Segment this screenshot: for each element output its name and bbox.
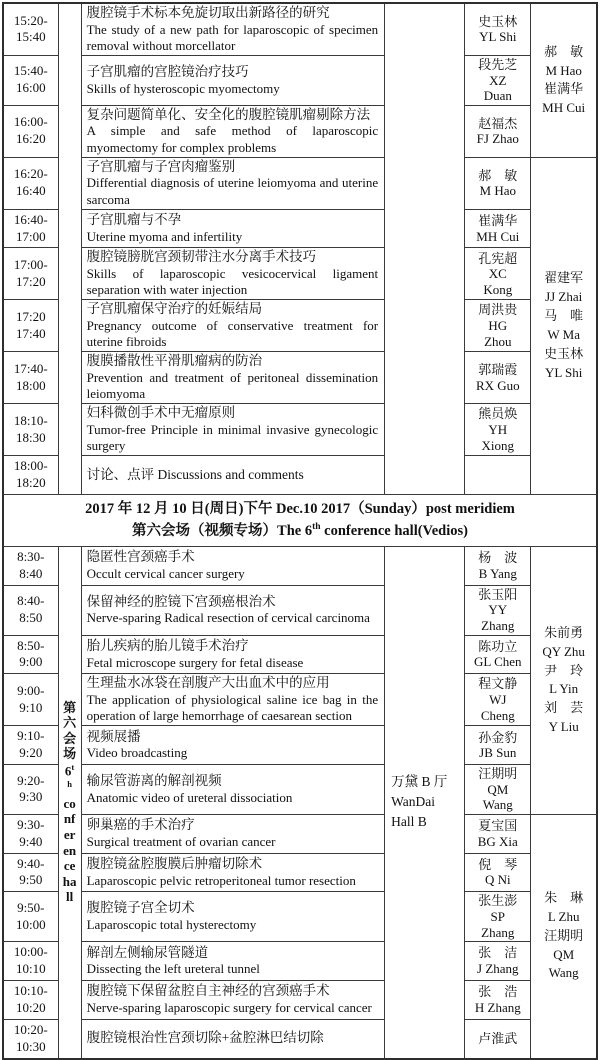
time-line: 8:50 (19, 610, 43, 626)
topic-title-en: Anatomic video of ureteral dissociation (86, 789, 293, 805)
schedule-row (3, 300, 597, 352)
time-line: 10:00- (13, 944, 48, 960)
time-cell (3, 105, 58, 157)
speaker-line: RX Guo (475, 377, 520, 393)
time-line: 9:10- (17, 728, 45, 744)
topic-title-zh: 复杂问题简单化、安全化的腹腔镜肌瘤剔除方法 (86, 106, 371, 122)
speaker-cell (465, 3, 531, 55)
time-line: 18:20 (15, 475, 46, 491)
session-label-line: 第 (63, 699, 77, 715)
time-cell (3, 352, 58, 404)
afternoon-session-body (3, 3, 597, 495)
topic-cell (81, 105, 385, 157)
speaker-line: Zhou (484, 333, 512, 349)
speaker-cell (465, 980, 531, 1019)
speaker-cell (465, 635, 531, 674)
time-line: 17:00 (15, 228, 46, 244)
topic-title-zh: 子宫肌瘤保守治疗的妊娠结局 (86, 301, 263, 317)
time-cell (3, 1019, 58, 1058)
topic-title-zh: 腹腔镜下保留盆腔自主神经的宫颈癌手术 (86, 983, 330, 999)
speaker-line: YY (488, 602, 508, 618)
chair-line: Wang (548, 965, 579, 981)
schedule-row (3, 3, 597, 55)
time-line: 8:40 (19, 565, 43, 581)
speaker-line: YH (488, 421, 508, 437)
topic-title-en: Laparoscopic total hysterectomy (86, 917, 257, 933)
speaker-line: XZ (489, 72, 507, 88)
speaker-line: Q Ni (484, 872, 511, 888)
speaker-cell (465, 352, 531, 404)
time-cell (3, 546, 58, 585)
topic-title-zh: 妇科微创手术中无瘤原则 (86, 405, 236, 421)
topic-cell (81, 726, 385, 765)
topic-title-en: Skills of laparoscopic vesicocervical ligament separation with water injection (86, 266, 379, 298)
time-line: 18:30 (15, 429, 46, 445)
speaker-line: 陈功立 (478, 638, 518, 654)
topic-title-en: Uterine myoma and infertility (86, 228, 243, 244)
topic-cell (81, 853, 385, 892)
speaker-cell (465, 546, 531, 585)
time-line: 9:30 (19, 789, 43, 805)
session-label-line: ha (62, 873, 77, 889)
speaker-cell (465, 55, 531, 105)
time-line: 8:40- (17, 593, 45, 609)
time-line: 10:30 (15, 1038, 46, 1054)
chair-line: 刘 芸 (544, 700, 584, 716)
chair-line: QY Zhu (542, 643, 585, 659)
topic-title-en: Surgical treatment of ovarian cancer (86, 834, 276, 850)
topic-title-en: Laparoscopic pelvic retroperitoneal tumor resection (86, 872, 356, 888)
speaker-line: 崔满华 (478, 212, 518, 228)
speaker-cell (465, 814, 531, 853)
time-line: 16:20- (13, 166, 48, 182)
speaker-line: B Yang (478, 565, 517, 581)
speaker-cell (465, 892, 531, 942)
schedule-row (3, 157, 597, 209)
topic-title-zh: 腹腔镜盆腔腹膜后肿瘤切除术 (86, 856, 263, 872)
topic-title-en: Nerve-sparing Radical resection of cervical carcinoma (86, 610, 370, 626)
chair-line: 尹 玲 (544, 662, 584, 678)
time-line: 9:00 (19, 654, 43, 670)
time-line: 8:50- (17, 637, 45, 653)
chair-line: 翟建军 (544, 270, 584, 286)
session-label-line: co (63, 795, 76, 811)
session-label-line: h (67, 778, 72, 789)
time-line: 17:40 (15, 325, 46, 341)
time-cell (3, 892, 58, 942)
topic-cell (81, 1019, 385, 1058)
schedule-table (2, 2, 598, 1060)
speaker-line: 夏宝国 (478, 818, 518, 834)
speaker-line: 张玉阳 (478, 586, 518, 602)
schedule-row (3, 1019, 597, 1058)
speaker-cell (465, 300, 531, 352)
time-line: 18:10- (13, 412, 48, 428)
schedule-row (3, 456, 597, 495)
time-line: 16:00- (13, 114, 48, 130)
speaker-line: 周洪贵 (478, 302, 518, 318)
session-hall-header-segments: 第六会场（视频专场）The 6th conference hall(Vedios) (132, 522, 468, 540)
topic-title-zh: 腹腔镜根治性宫颈切除+盆腔淋巴结切除 (86, 1030, 324, 1046)
topic-cell (81, 352, 385, 404)
topic-cell (81, 635, 385, 674)
date-header-body (3, 495, 597, 547)
time-cell (3, 853, 58, 892)
topic-title-zh: 输尿管游离的解剖视频 (86, 773, 222, 788)
speaker-line: Cheng (480, 707, 515, 723)
schedule-row (3, 55, 597, 105)
schedule-row (3, 726, 597, 765)
speaker-cell (465, 105, 531, 157)
speaker-line: 郭瑞霞 (478, 362, 518, 378)
time-cell (3, 585, 58, 635)
schedule-row (3, 942, 597, 981)
speaker-line: H Zhang (474, 999, 521, 1015)
session-label-line: nf (63, 811, 76, 827)
morning-session-body (3, 546, 597, 1058)
time-line: 9:10 (19, 699, 43, 715)
time-line: 17:00- (13, 257, 48, 272)
topic-cell (81, 674, 385, 726)
speaker-cell (465, 456, 531, 495)
venue-cell (385, 3, 465, 495)
time-line: 10:20 (15, 999, 46, 1015)
topic-cell (81, 55, 385, 105)
speaker-line: SP (490, 908, 506, 924)
time-line: 10:10 (15, 961, 46, 977)
time-line: 9:00- (17, 682, 45, 698)
topic-title-zh: 生理盐水冰袋在剖腹产大出血术中的应用 (86, 675, 330, 691)
speaker-line: 张 洁 (478, 945, 518, 961)
time-line: 16:20 (15, 131, 46, 147)
speaker-line: 赵福杰 (478, 115, 518, 131)
chair-line: YL Shi (544, 364, 583, 380)
time-line: 15:40- (13, 63, 48, 79)
schedule-row (3, 980, 597, 1019)
date-header-line1: 2017 年 12 月 10 日(周日)下午 Dec.10 2017（Sunday）post meridiem (85, 501, 515, 518)
schedule-row (3, 765, 597, 815)
topic-title-en: Occult cervical cancer surgery (86, 566, 245, 582)
speaker-line: 段先芝 (478, 56, 518, 72)
time-line: 15:20- (13, 12, 48, 28)
chair-line: JJ Zhai (545, 289, 583, 305)
session-label-cell (58, 546, 81, 1058)
speaker-line: 张生澎 (478, 893, 518, 909)
schedule-row (3, 404, 597, 456)
topic-cell (81, 3, 385, 55)
time-cell (3, 765, 58, 815)
time-cell (3, 814, 58, 853)
time-line: 9:40 (19, 833, 43, 849)
time-line: 10:20- (13, 1021, 48, 1037)
speaker-line: HG (488, 318, 508, 334)
time-line: 9:30- (17, 816, 45, 832)
speaker-line: Zhang (481, 924, 515, 940)
speaker-line: MH Cui (476, 228, 520, 244)
time-cell (3, 3, 58, 55)
chair-line: MH Cui (542, 100, 586, 116)
topic-title-zh: 子宫肌瘤与不孕 (86, 212, 182, 228)
time-cell (3, 404, 58, 456)
speaker-line: 卢淮武 (478, 1030, 518, 1046)
speaker-cell (465, 726, 531, 765)
speaker-line: 孙金豹 (478, 729, 518, 745)
topic-title-en: A simple and safe method of laparoscopic myomectomy for complex problems (86, 123, 379, 155)
speaker-line: YL Shi (479, 29, 517, 45)
topic-cell (81, 404, 385, 456)
time-line: 9:50 (19, 872, 43, 888)
date-header-cell (3, 495, 597, 547)
speaker-line: Wang (482, 797, 513, 813)
time-line: 18:00 (15, 377, 46, 393)
time-cell (3, 980, 58, 1019)
speaker-cell (465, 585, 531, 635)
session-label-line: en (63, 842, 77, 858)
topic-cell (81, 980, 385, 1019)
time-cell (3, 635, 58, 674)
chair-line: W Ma (547, 326, 580, 342)
speaker-line: 张 浩 (478, 984, 518, 1000)
schedule-row (3, 546, 597, 585)
time-line: 10:00 (15, 916, 46, 932)
speaker-line: Kong (483, 281, 513, 297)
topic-title-en: Nerve-sparing laparoscopic surgery for cervical cancer (86, 1000, 372, 1016)
speaker-line: 熊员焕 (478, 406, 518, 422)
speaker-line: 程文静 (478, 676, 518, 692)
topic-cell (81, 300, 385, 352)
time-line: 17:20 (15, 273, 46, 289)
topic-title-zh: 腹腔镜膀胱宫颈韧带注水分离手术技巧 (86, 249, 317, 265)
chair-line: QM (553, 946, 575, 962)
schedule-row (3, 105, 597, 157)
chair-line: 朱前勇 (544, 624, 584, 640)
session-hall-header-line (4, 520, 596, 542)
chair-line: L Zhu (547, 908, 580, 924)
session-label-cell (58, 3, 81, 495)
venue-line: Hall B (391, 814, 427, 830)
topic-cell (81, 585, 385, 635)
topic-title-en: Tumor-free Principle in minimal invasive gynecologic surgery (86, 422, 379, 454)
topic-title-en: The study of a new path for laparoscopic of specimen removal without morcellator (86, 21, 379, 53)
speaker-line: QM (487, 781, 509, 797)
time-line: 9:20- (17, 772, 45, 788)
time-line: 8:30- (17, 548, 45, 564)
speaker-line: 汪期明 (478, 766, 518, 782)
topic-cell (81, 814, 385, 853)
topic-title-zh: 腹腔镜子宫全切术 (86, 900, 195, 916)
venue-cell (385, 546, 465, 1058)
time-cell (3, 942, 58, 981)
chair-cell (531, 814, 597, 1058)
time-cell (3, 55, 58, 105)
topic-title-zh: 隐匿性宫颈癌手术 (86, 549, 195, 565)
time-line: 17:20 (15, 308, 46, 324)
date-header-row (3, 495, 597, 547)
chair-line: 郝 敏 (544, 43, 584, 59)
venue-line: 万黛 B 厅 (391, 773, 448, 789)
speaker-line: 倪 琴 (478, 856, 518, 872)
speaker-cell (465, 404, 531, 456)
topic-cell (81, 942, 385, 981)
speaker-cell (465, 942, 531, 981)
topic-cell (81, 248, 385, 300)
topic-title-en: The application of physiological saline ice bag in the operation of large hemorrhage of caesarean section (86, 692, 379, 724)
chair-line: 史玉林 (544, 345, 584, 361)
session-label-line: ll (65, 889, 74, 905)
chair-line: 朱 琳 (544, 890, 584, 906)
speaker-line: 郝 敏 (478, 167, 518, 183)
speaker-cell (465, 157, 531, 209)
topic-title-en: Differential diagnosis of uterine leiomyoma and uterine sarcoma (86, 175, 379, 207)
topic-title-zh: 胎儿疾病的胎儿镜手术治疗 (86, 637, 249, 653)
chair-line: Y Liu (548, 719, 579, 735)
schedule-row (3, 635, 597, 674)
venue-line: WanDai (391, 794, 436, 810)
time-cell (3, 209, 58, 248)
topic-title-zh: 解剖左侧输尿管隧道 (86, 944, 209, 960)
speaker-line: Duan (483, 88, 512, 104)
speaker-line: BG Xia (477, 833, 518, 849)
schedule-row (3, 892, 597, 942)
topic-cell (81, 456, 385, 495)
chair-line: L Yin (549, 681, 579, 697)
topic-title-zh: 子宫肌瘤与子宫肉瘤鉴别 (86, 158, 236, 174)
chair-cell (531, 546, 597, 814)
topic-title-zh: 腹膜播散性平滑肌瘤病的防治 (86, 353, 263, 369)
speaker-cell (465, 209, 531, 248)
speaker-cell (465, 853, 531, 892)
topic-title-zh: 卵巢癌的手术治疗 (86, 817, 195, 833)
speaker-line: M Hao (479, 183, 517, 199)
schedule-row (3, 814, 597, 853)
topic-title-zh: 视频展播 (86, 728, 141, 744)
time-line: 15:40 (15, 29, 46, 45)
session-label-line: 六 (63, 715, 77, 731)
time-cell (3, 674, 58, 726)
schedule-row (3, 352, 597, 404)
time-cell (3, 456, 58, 495)
speaker-cell (465, 674, 531, 726)
topic-title-en: Video broadcasting (86, 745, 188, 761)
chair-line: 崔满华 (544, 81, 584, 97)
schedule-row (3, 674, 597, 726)
speaker-line: FJ Zhao (476, 131, 519, 147)
schedule-row (3, 585, 597, 635)
topic-cell (81, 546, 385, 585)
speaker-line: 史玉林 (478, 13, 518, 29)
time-cell (3, 248, 58, 300)
speaker-line: Zhang (481, 617, 515, 633)
topic-title-zh: 保留神经的腔镜下宫颈癌根治术 (86, 593, 276, 609)
speaker-line: Xiong (481, 437, 515, 453)
topic-title-zh: 子宫肌瘤的宫腔镜治疗技巧 (86, 63, 249, 79)
topic-title-zh: 讨论、点评 Discussions and comments (86, 466, 304, 482)
topic-cell (81, 209, 385, 248)
topic-cell (81, 765, 385, 815)
speaker-line: 杨 波 (478, 550, 518, 566)
speaker-line: 孔宪超 (478, 250, 518, 266)
session-label-line: er (63, 826, 76, 842)
time-cell (3, 726, 58, 765)
schedule-row (3, 853, 597, 892)
time-cell (3, 300, 58, 352)
time-line: 17:40- (13, 360, 48, 376)
time-line: 16:40- (13, 211, 48, 227)
chair-cell (531, 157, 597, 494)
speaker-cell (465, 248, 531, 300)
time-line: 16:40 (15, 183, 46, 199)
speaker-line: J Zhang (477, 961, 519, 977)
schedule-row (3, 248, 597, 300)
session-label-line: 会 (63, 730, 77, 746)
speaker-line: GL Chen (474, 654, 522, 670)
chair-line: M Hao (545, 62, 582, 78)
topic-title-en: Skills of hysteroscopic myomectomy (86, 80, 280, 96)
time-line: 10:10- (13, 982, 48, 998)
topic-title-en: Pregnancy outcome of conservative treatment for uterine fibroids (86, 318, 379, 350)
time-line: 9:50- (17, 899, 45, 915)
topic-cell (81, 892, 385, 942)
speaker-cell (465, 765, 531, 815)
chair-cell (531, 3, 597, 157)
topic-title-en: Fetal microscope surgery for fetal disease (86, 654, 304, 670)
session-label-line: 6$^t$ (64, 761, 75, 779)
time-line: 9:20 (19, 745, 43, 761)
speaker-line: WJ (489, 691, 507, 707)
topic-title-en: Dissecting the left ureteral tunnel (86, 961, 260, 977)
speaker-line: XC (488, 266, 507, 282)
time-line: 16:00 (15, 80, 46, 96)
time-line: 18:00- (13, 458, 48, 474)
session-label-line: ce (63, 858, 76, 874)
time-cell (3, 157, 58, 209)
time-line: 9:40- (17, 855, 45, 871)
schedule-row (3, 209, 597, 248)
session-label-line: 场 (63, 746, 77, 762)
chair-line: 马 唯 (544, 308, 584, 323)
topic-title-en: Prevention and treatment of peritoneal dissemination leiomyoma (86, 370, 379, 402)
topic-title-zh: 腹腔镜手术标本免旋切取出新路径的研究 (86, 5, 330, 20)
speaker-line: JB Sun (479, 745, 517, 761)
topic-cell (81, 157, 385, 209)
speaker-cell (465, 1019, 531, 1058)
chair-line: 汪期明 (544, 927, 584, 943)
